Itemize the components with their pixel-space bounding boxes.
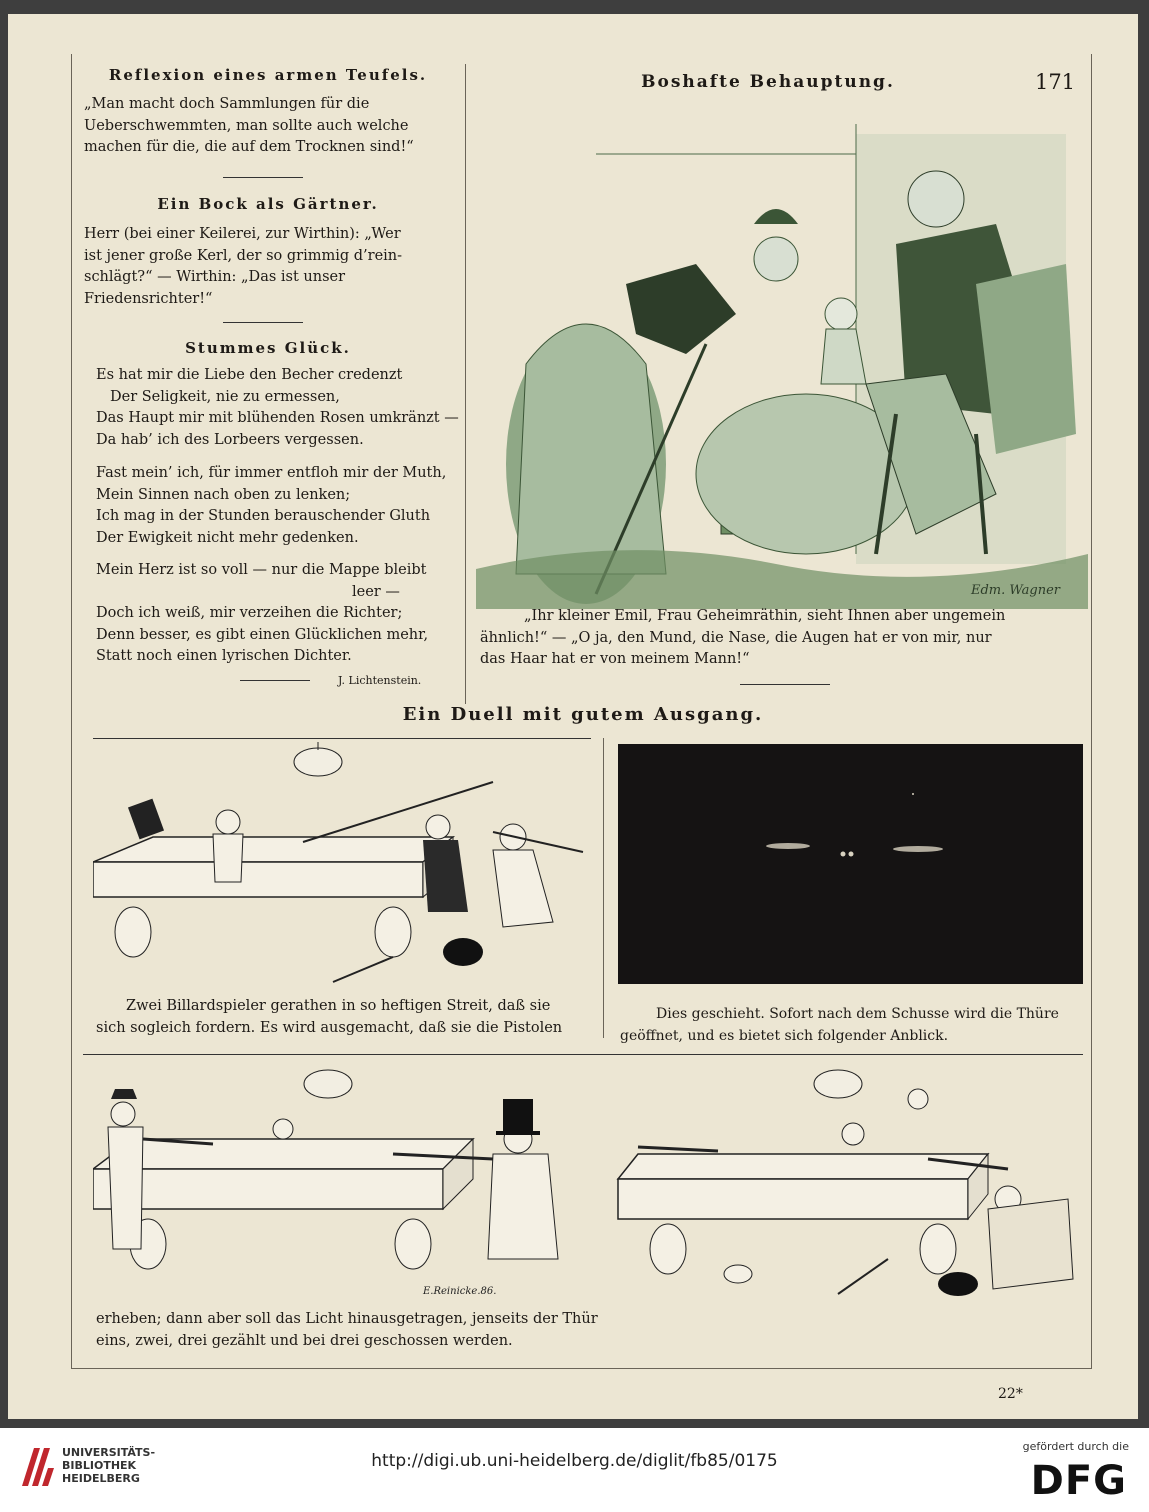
duel-panel-aftermath <box>608 1059 1083 1309</box>
poem-line: Mein Herz ist so voll — nur die Mappe bleibt <box>96 562 427 578</box>
article2-line: schlägt?“ — Wirthin: „Das ist unser <box>84 269 346 285</box>
poem-line: Fast mein’ ich, für immer entfloh mir der Muth, <box>96 465 447 481</box>
article2-line: ist jener große Kerl, der so grimmig d’rein- <box>84 247 403 264</box>
poem-line: Doch ich weiß, mir verzeihen die Richter; <box>96 605 403 621</box>
article1-line: „Man macht doch Sammlungen für die <box>84 96 370 112</box>
duel-caption-3 <box>96 1309 598 1352</box>
caption-line: das Haar hat er von meinem Mann!“ <box>480 651 750 667</box>
duel-panel-quarrel <box>93 742 591 992</box>
poem-line: Ich mag in der Stunden berauschender Gluth <box>96 508 431 524</box>
caption-line: „Ihr kleiner Emil, Frau Geheimräthin, sieht Ihnen aber ungemein <box>524 608 1006 624</box>
caption-line: sich sogleich fordern. Es wird ausgemacht, daß sie die Pistolen <box>96 1019 563 1036</box>
signature-mark: 22* <box>998 1386 1023 1402</box>
caption-line: eins, zwei, drei gezählt und bei drei geschossen werden. <box>96 1332 513 1349</box>
poem-author: J. Lichtenstein. <box>338 674 422 687</box>
article1-title: Reflexion eines armen Teufels. <box>108 66 428 84</box>
poem-line: Der Ewigkeit nicht mehr gedenken. <box>96 529 359 546</box>
bottom-frame-line <box>71 1368 1092 1369</box>
cartoon-caption <box>480 606 1084 671</box>
cartoon-illustration <box>476 114 1088 609</box>
article2-title: Ein Bock als Gärtner. <box>157 195 379 213</box>
panel-divider <box>603 738 604 1038</box>
duel-panel-darkness <box>618 744 1083 984</box>
library-line: BIBLIOTHEK <box>62 1459 137 1472</box>
cartoon-signature: Edm. Wagner <box>971 583 1060 598</box>
poem-stanza-3 <box>96 560 456 668</box>
duel-panel-aiming <box>93 1059 588 1309</box>
article2-line: Friedensrichter!“ <box>84 290 213 307</box>
caption-line: geöffnet, und es bietet sich folgender Anblick. <box>620 1027 949 1044</box>
page-number: 171 <box>1034 70 1076 94</box>
poem-line: Da hab’ ich des Lorbeers vergessen. <box>96 431 364 448</box>
poem-line: Es hat mir die Liebe den Becher credenzt <box>96 367 403 383</box>
column-divider <box>465 64 466 704</box>
caption-line: ähnlich!“ — „O ja, den Mund, die Nase, die Augen hat er von mir, nur <box>480 629 992 646</box>
panel-top-rule <box>93 738 591 739</box>
dfg-logo: DFG <box>1030 1458 1127 1504</box>
poem-stanza-2 <box>96 463 456 549</box>
article1-line: machen für die, die auf dem Trocknen sind!“ <box>84 139 414 155</box>
funding-note: gefördert durch die <box>1022 1440 1129 1453</box>
separator <box>223 322 303 323</box>
article1-line: Ueberschwemmten, man sollte auch welche <box>84 117 409 134</box>
poem-line: Mein Sinnen nach oben zu lenken; <box>96 486 351 503</box>
article1-body <box>84 94 456 159</box>
duel-title: Ein Duell mit gutem Ausgang. <box>402 704 764 725</box>
separator <box>223 177 303 178</box>
panel-middle-rule <box>83 1054 1083 1055</box>
duel-caption-2 <box>620 1004 1085 1047</box>
duel-signature: E.Reinicke.86. <box>423 1286 497 1297</box>
poem-stanza-1 <box>96 365 459 451</box>
duel-caption-1 <box>96 996 588 1039</box>
poem-title: Stummes Glück. <box>185 339 351 357</box>
article2-body <box>84 224 456 310</box>
right-frame-line <box>1091 54 1092 1369</box>
cartoon-title: Boshafte Behauptung. <box>641 72 895 92</box>
caption-line: erheben; dann aber soll das Licht hinausgetragen, jenseits der Thür <box>96 1311 598 1327</box>
newspaper-page <box>8 14 1138 1419</box>
poem-line: Statt noch einen lyrischen Dichter. <box>96 648 352 664</box>
separator <box>740 684 830 685</box>
caption-line: Zwei Billardspieler gerathen in so heftigen Streit, daß sie <box>126 998 551 1014</box>
permalink-url[interactable]: http://digi.ub.uni-heidelberg.de/diglit/fb85/0175 <box>371 1451 778 1471</box>
separator <box>240 680 310 681</box>
poem-line: Der Seligkeit, nie zu ermessen, <box>110 388 340 405</box>
library-line: HEIDELBERG <box>62 1472 140 1485</box>
library-line: UNIVERSITÄTS- <box>62 1446 156 1459</box>
caption-line: Dies geschieht. Sofort nach dem Schusse wird die Thüre <box>656 1006 1059 1022</box>
article2-line: Herr (bei einer Keilerei, zur Wirthin): „Wer <box>84 226 401 242</box>
poem-line: leer — <box>352 583 400 600</box>
poem-line: Denn besser, es gibt einen Glücklichen mehr, <box>96 626 429 643</box>
poem-line: Das Haupt mir mit blühenden Rosen umkränzt — <box>96 410 459 426</box>
left-frame-line <box>71 54 72 1369</box>
digitization-footer <box>0 1428 1149 1512</box>
